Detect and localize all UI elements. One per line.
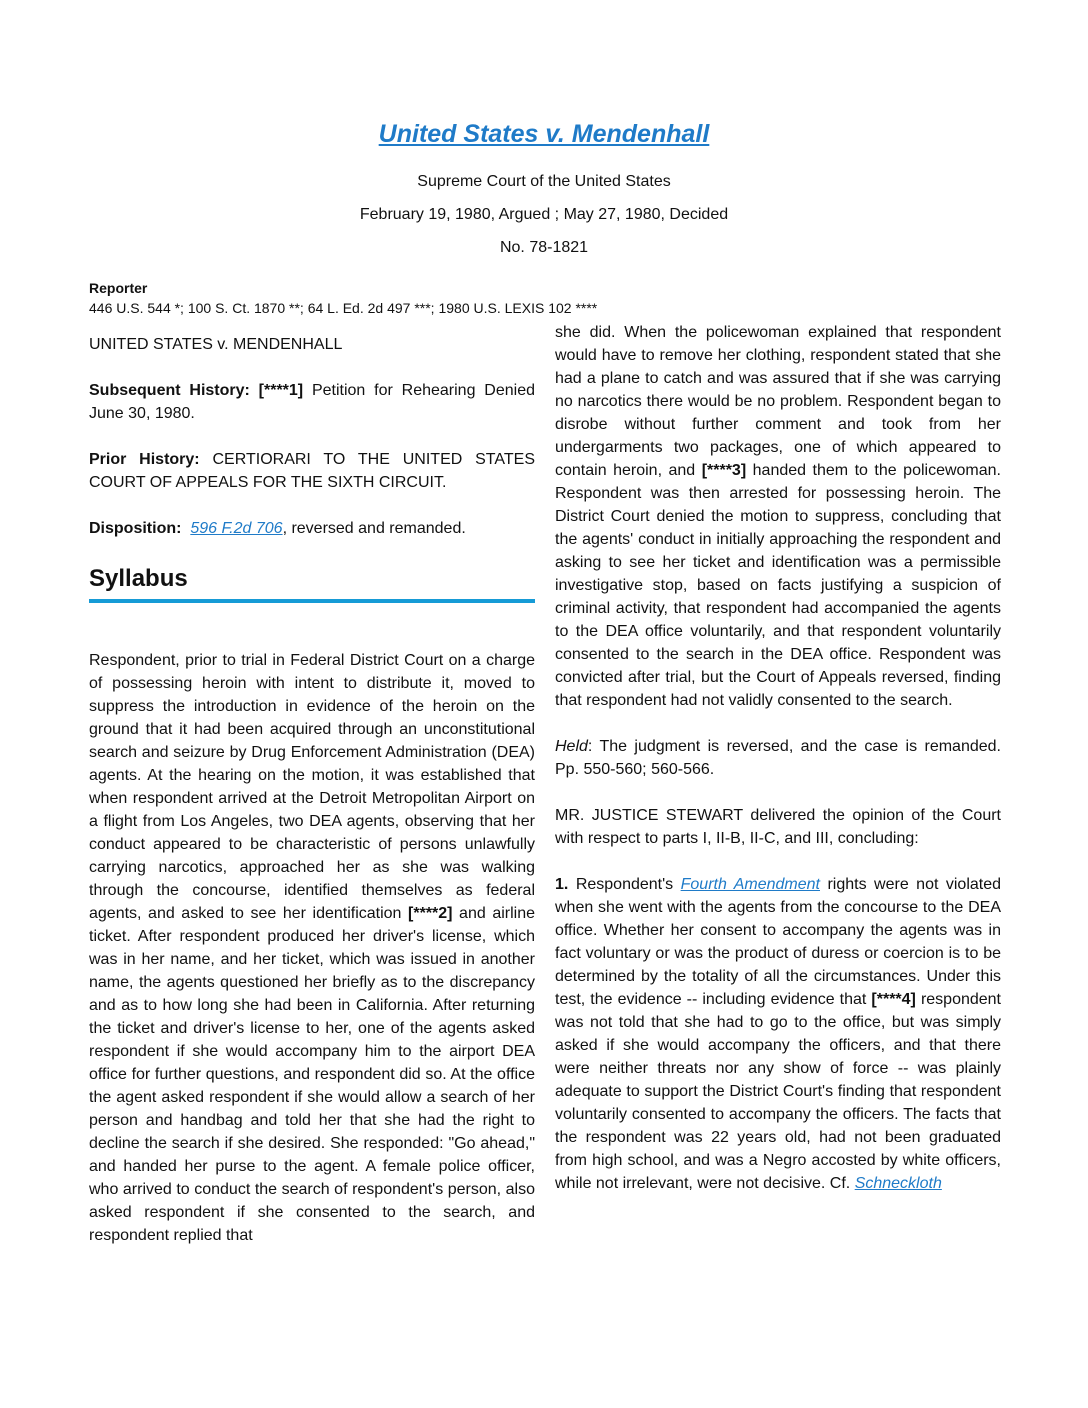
point-text: respondent was not told that she had to go to the office, but was simply asked if she would accompany the officers, and that there were neither threats nor any show of force -- was plainly adequate to support the District Court's finding that respondent voluntarily consented to accompany the officers. The facts that the respondent was 22 years old, had not been graduated from high school, and was a Negro accosted by white officers, while not irrelevant, were not decisive. Cf. [555, 991, 1002, 1192]
case-caption: UNITED STATES v. MENDENHALL [89, 336, 343, 353]
reporter-citation: 446 U.S. 544 *; 100 S. Ct. 1870 **; 64 L. Ed. 2d 497 ***; 1980 U.S. LEXIS 102 **** [89, 300, 598, 316]
subsequent-history-label: Subsequent History: [89, 382, 250, 399]
page-marker: [****2] [408, 905, 453, 922]
disposition [89, 517, 535, 540]
court-name: Supreme Court of the United States [417, 173, 671, 190]
prior-history-text: CERTIORARI TO THE UNITED STATES COURT OF APPEALS FOR THE SIXTH CIRCUIT. [89, 451, 535, 491]
syllabus-text: she did. When the policewoman explained that respondent would have to remove her clothing, respondent stated that she had a plane to catch and was assured that if she was carrying no narcotics there would be no problem. Respondent began to disrobe without further comment and took from her undergarments two packages, one of which appeared to contain heroin, and [555, 324, 1001, 479]
spacer [89, 603, 535, 649]
point-text: Respondent's [575, 876, 681, 893]
disposition-label: Disposition: [89, 520, 182, 537]
point-number: 1. [555, 876, 576, 893]
docket-number: No. 78-1821 [499, 239, 589, 256]
prior-history [89, 448, 535, 494]
point-text: rights were not violated when she went with the agents from the concourse to the DEA office. Whether her consent to accompany the agents was in fact voluntary or was the product of duress or coercion is to be determined by the totality of all the circumstances. Under this test, the evidence -- including evidence that [555, 876, 1002, 1008]
reporter-label: Reporter [89, 280, 148, 296]
schneckloth-link[interactable]: Schneckloth [854, 1175, 942, 1192]
disposition-text: , reversed and remanded. [282, 520, 466, 537]
held-text: : The judgment is reversed, and the case is remanded. Pp. 550-560; 560-566. [555, 738, 1001, 778]
syllabus-heading: Syllabus [89, 563, 535, 603]
case-dates: February 19, 1980, Argued ; May 27, 1980, Decided [359, 206, 729, 223]
syllabus-text: and airline ticket. After respondent produced her driver's license, which was in her name, and her ticket, which was issued in another name, the agents questioned her briefly as to the discrepancy and as to how long she had been in California. After returning the ticket and driver's license to her, one of the agents asked respondent if she would accompany him to the airport DEA office for further questions, and respondent did so. At the office the agent asked respondent if she would allow a search of her person and handbag and told her that she had the right to decline the search if she desired. She responded: "Go ahead," and handed her purse to the agent. A female police officer, who arrived to conduct the search of respondent's person, also asked respondent if she consented to the search, and respondent replied that [89, 905, 536, 1244]
fourth-amendment-link[interactable]: Fourth Amendment [680, 876, 820, 893]
syllabus-text: Respondent, prior to trial in Federal District Court on a charge of possessing heroin with intent to distribute it, moved to suppress the introduction in evidence of the heroin on the ground that it had been acquired through an unconstitutional search and seizure by Drug Enforcement Administration (DEA) agents. At the hearing on the motion, it was established that when respondent arrived at the Detroit Metropolitan Airport on a flight from Los Angeles, two DEA agents, observing that her conduct appeared to be characteristic of persons unlawfully carrying narcotics, approached her as she was walking through the concourse, identified themselves as federal agents, and asked to see her identification [89, 652, 535, 922]
held-label: Held [555, 738, 588, 755]
case-title [0, 120, 1088, 149]
page-marker: [****3] [701, 462, 747, 479]
page-marker: [****4] [871, 991, 916, 1008]
subsequent-history [89, 379, 535, 425]
justice-paragraph: MR. JUSTICE STEWART delivered the opinion of the Court with respect to parts I, II-B, II-C, and III, concluding: [555, 807, 1001, 847]
right-column [555, 321, 1001, 1195]
prior-history-label: Prior History: [89, 451, 200, 468]
syllabus-paragraph [89, 649, 535, 1247]
disposition-citation-link[interactable]: 596 F.2d 706 [190, 520, 283, 537]
page-marker: [****1] [258, 382, 304, 399]
syllabus-paragraph-continued [555, 321, 1001, 712]
point-1-paragraph [555, 873, 1001, 1195]
left-column [89, 333, 535, 1247]
case-title-link[interactable]: United States v. Mendenhall [378, 120, 710, 148]
subsequent-history-text: Petition for Rehearing Denied June 30, 1980. [89, 382, 535, 422]
held-paragraph [555, 735, 1001, 781]
syllabus-text: handed them to the policewoman. Respondent was then arrested for possessing heroin. The District Court denied the motion to suppress, concluding that the agents' conduct in initially approaching the respondent and asking to see her ticket and identification was a permissible investigative stop, based on facts justifying a suspicion of criminal activity, that respondent had accompanied the agents to the DEA office voluntarily, and that respondent voluntarily consented to the search in the DEA office. Respondent was convicted after trial, but the Court of Appeals reversed, finding that respondent had not validly consented to the search. [555, 462, 1001, 709]
